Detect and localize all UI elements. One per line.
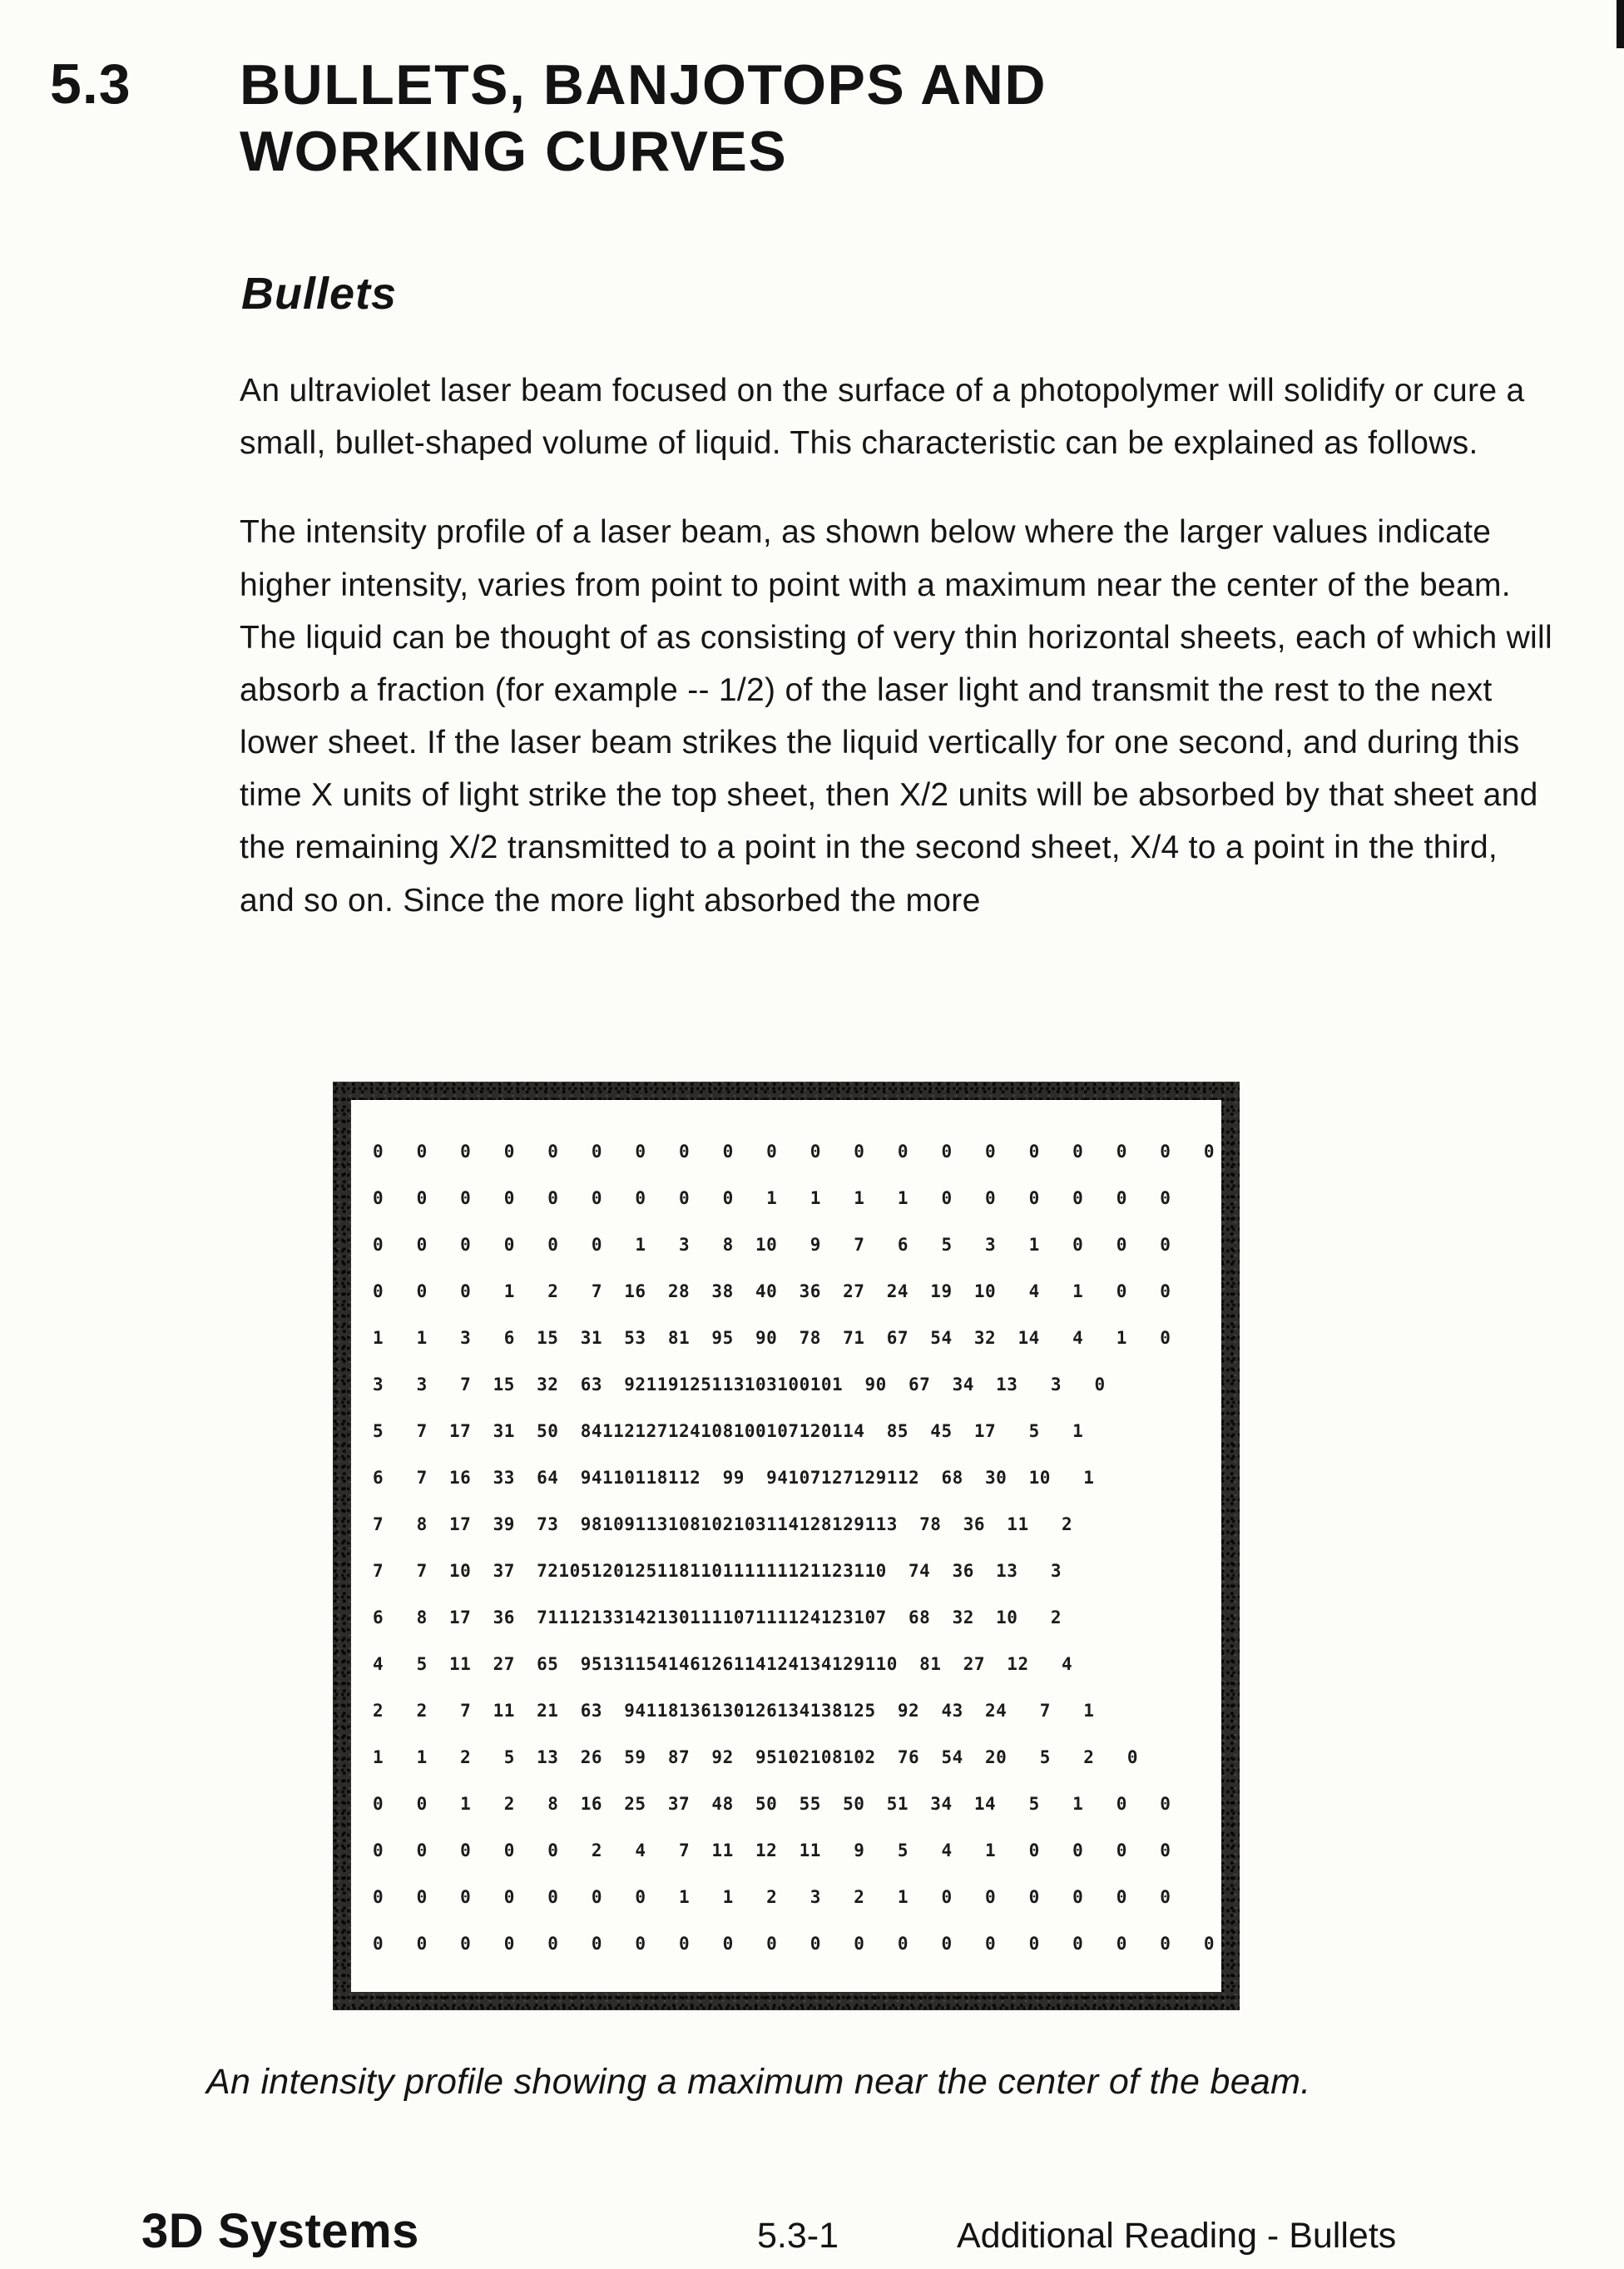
section-header [50,52,1047,185]
matrix-row: 1 1 3 6 15 31 53 81 95 90 78 71 67 54 32 14 4 1 0 [373,1328,1171,1348]
matrix-row: 6 8 17 36 71112133142130111107111124123107 68 32 10 2 [373,1608,1062,1627]
footer-brand: 3D Systems [141,2204,419,2258]
body-text [240,364,1552,964]
subsection-heading: Bullets [241,269,398,319]
matrix-row: 0 0 0 0 0 0 0 0 0 1 1 1 1 0 0 0 0 0 0 [373,1188,1171,1208]
figure-caption: An intensity profile showing a maximum near the center of the beam. [206,2062,1311,2102]
intensity-profile-figure [333,1082,1240,2010]
section-number: 5.3 [50,52,131,116]
page-title-line1: BULLETS, BANJOTOPS AND [240,53,1047,116]
intensity-profile-matrix [351,1100,1221,1992]
matrix-row: 6 7 16 33 64 94110118112 99 94107127129112 68 30 10 1 [373,1468,1095,1488]
matrix-row: 0 0 0 1 2 7 16 28 38 40 36 27 24 19 10 4 1 0 0 [373,1281,1171,1301]
matrix-row: 2 2 7 11 21 63 94118136130126134138125 92 43 24 7 1 [373,1701,1095,1721]
matrix-row: 3 3 7 15 32 63 92119125113103100101 90 67 34 13 3 0 [373,1375,1106,1395]
matrix-row: 0 0 0 0 0 0 0 0 0 0 0 0 0 0 0 0 0 0 0 0 [373,1142,1216,1162]
page-title-line2: WORKING CURVES [240,120,788,184]
matrix-row: 5 7 17 31 50 84112127124108100107120114 85 45 17 5 1 [373,1421,1084,1441]
matrix-row: 0 0 0 0 0 0 1 3 8 10 9 7 6 5 3 1 0 0 0 [373,1235,1171,1255]
matrix-row: 7 8 17 39 73 98109113108102103114128129113 78 36 11 2 [373,1514,1073,1534]
matrix-row: 0 0 1 2 8 16 25 37 48 50 55 50 51 34 14 5 1 0 0 [373,1794,1171,1814]
matrix-row: 0 0 0 0 0 0 0 0 0 0 0 0 0 0 0 0 0 0 0 0 [373,1934,1216,1954]
matrix-row: 0 0 0 0 0 0 0 1 1 2 3 2 1 0 0 0 0 0 0 [373,1887,1171,1907]
paragraph-1: An ultraviolet laser beam focused on the surface of a photopolymer will solidify or cure a small, bullet-shaped volume of liquid. This characteristic can be explained as follows. [240,373,1525,462]
page-footer [0,2203,1624,2259]
scan-artifact [1617,0,1624,48]
paragraph-2: The intensity profile of a laser beam, as shown below where the larger values indicate higher intensity, varies from point to point with a maximum near the center of the beam. The liquid can be thought of as consisting of very thin horizontal sheets, each of which will absorb a fraction (for example -- 1/2) of the laser light and transmit the rest to the next lower sheet. If the laser beam strikes the liquid vertically for one second, and during this time X units of light strike the top sheet, then X/2 units will be absorbed by that sheet and the remaining X/2 transmitted to a point in the second sheet, X/4 to a point in the third, and so on. Since the more light absorbed the more [240,514,1552,919]
footer-section-label: Additional Reading - Bullets [957,2216,1397,2256]
matrix-row: 4 5 11 27 65 95131154146126114124134129110 81 27 12 4 [373,1654,1073,1674]
page-title [240,52,1047,185]
footer-page-number: 5.3-1 [757,2216,839,2256]
matrix-row: 0 0 0 0 0 2 4 7 11 12 11 9 5 4 1 0 0 0 0 [373,1840,1171,1860]
matrix-row: 7 7 10 37 72105120125118110111111121123110 74 36 13 3 [373,1561,1062,1581]
matrix-row: 1 1 2 5 13 26 59 87 92 95102108102 76 54 20 5 2 0 [373,1747,1139,1767]
